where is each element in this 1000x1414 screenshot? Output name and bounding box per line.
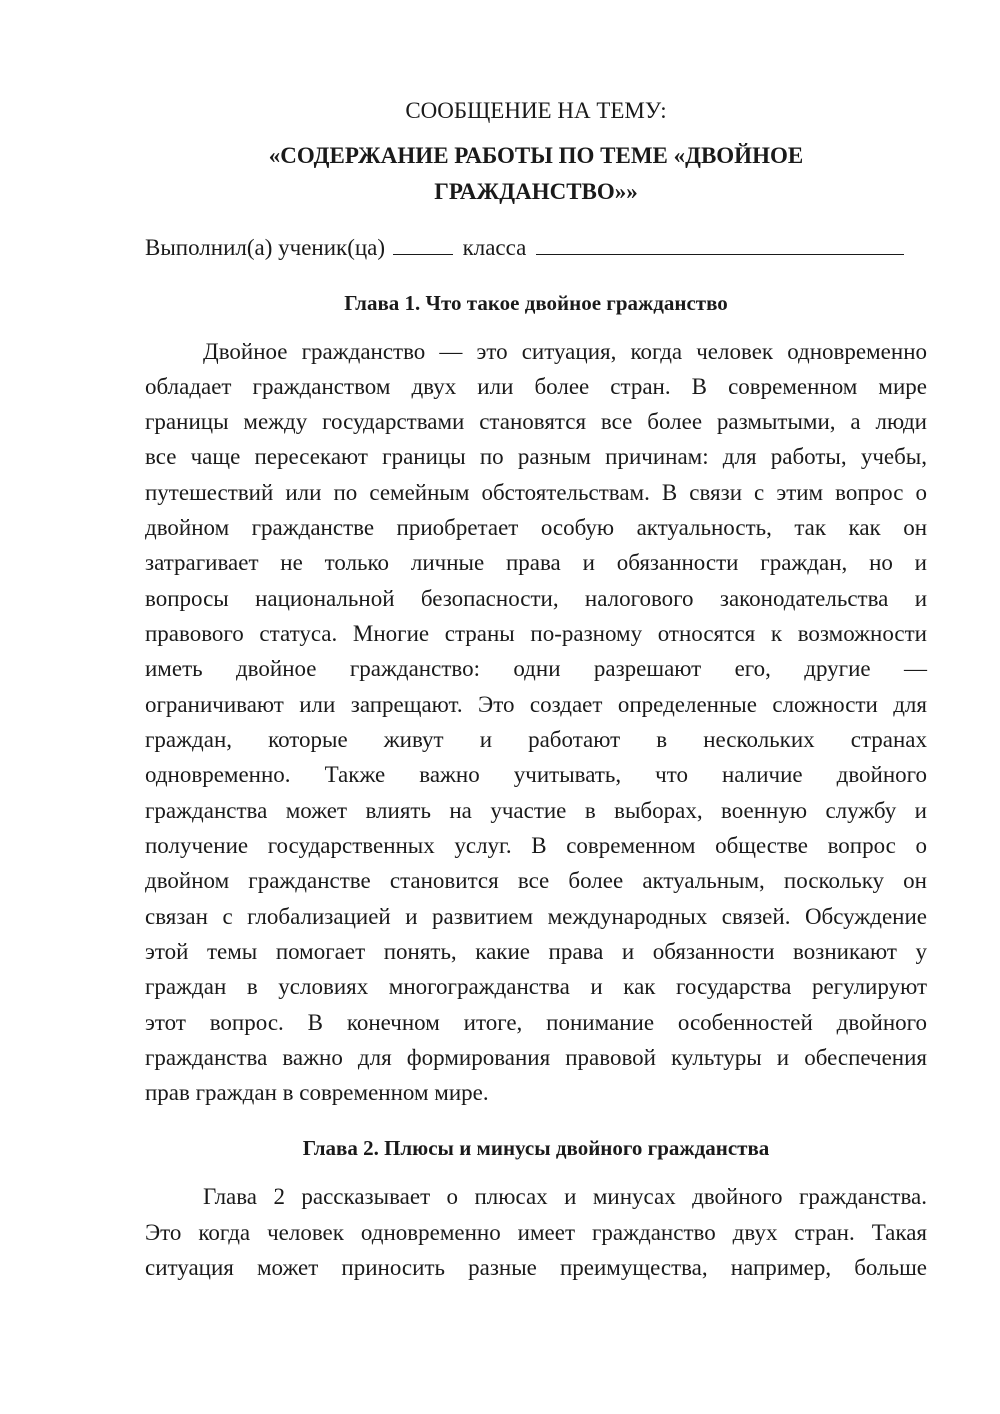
paragraph-line: Глава 2 рассказывает о плюсах и минусах двойного гражданства. bbox=[203, 1184, 927, 1209]
chapter-1-heading: Глава 1. Что такое двойное гражданство bbox=[344, 291, 728, 315]
paragraph-line: все чаще пересекают границы по разным причинам: для работы, учебы, bbox=[145, 444, 927, 469]
paragraph-line: обладает гражданством двух или более стран. В современном мире bbox=[145, 374, 927, 399]
paragraph-line: двойном гражданстве становится все более актуальным, поскольку он bbox=[145, 868, 927, 893]
paragraph-line: граждан, которые живут и работают в нескольких странах bbox=[145, 727, 927, 752]
paragraph-line: гражданства важно для формирования правовой культуры и обеспечения bbox=[145, 1045, 927, 1070]
paragraph-line: одновременно. Также важно учитывать, что наличие двойного bbox=[145, 762, 927, 787]
author-prefix: Выполнил(а) ученик(ца) bbox=[145, 235, 386, 260]
paragraph-line: границы между государствами становятся все более размытыми, а люди bbox=[145, 409, 927, 434]
report-type-label: СООБЩЕНИЕ НА ТЕМУ: bbox=[405, 98, 667, 123]
grade-blank bbox=[393, 232, 453, 255]
paragraph-line: гражданства может влиять на участие в выборах, военную службу и bbox=[145, 798, 927, 823]
author-line bbox=[145, 232, 935, 263]
paragraph-line: этой темы помогает понять, какие права и обязанности возникают у bbox=[145, 939, 927, 964]
paragraph-line: вопросы национальной безопасности, налогового законодательства и bbox=[145, 586, 927, 611]
paragraph-line: этот вопрос. В конечном итоге, понимание особенностей двойного bbox=[145, 1010, 927, 1035]
report-title-line-1: «СОДЕРЖАНИЕ РАБОТЫ ПО ТЕМЕ «ДВОЙНОЕ bbox=[268, 143, 804, 168]
paragraph-line: иметь двойное гражданство: одни разрешают его, другие — bbox=[145, 656, 927, 681]
paragraph-line: ситуация может приносить разные преимущества, например, больше bbox=[145, 1255, 927, 1280]
paragraph-line: связан с глобализацией и развитием международных связей. Обсуждение bbox=[145, 904, 927, 929]
paragraph-line: граждан в условиях многогражданства и как государства регулируют bbox=[145, 974, 927, 999]
paragraph-line: правового статуса. Многие страны по-разному относятся к возможности bbox=[145, 621, 927, 646]
name-blank bbox=[536, 232, 904, 255]
paragraph-line: Двойное гражданство — это ситуация, когда человек одновременно bbox=[203, 339, 927, 364]
paragraph-line: ограничивают или запрещают. Это создает определенные сложности для bbox=[145, 692, 927, 717]
paragraph-line: затрагивает не только личные права и обязанности граждан, но и bbox=[145, 550, 927, 575]
paragraph-line: прав граждан в современном мире. bbox=[145, 1080, 489, 1105]
paragraph-line: двойном гражданстве приобретает особую актуальность, так как он bbox=[145, 515, 927, 540]
report-title-line-2: ГРАЖДАНСТВО»» bbox=[434, 179, 638, 204]
class-label: класса bbox=[462, 235, 527, 260]
paragraph-line: путешествий или по семейным обстоятельствам. В связи с этим вопрос о bbox=[145, 480, 927, 505]
paragraph-line: получение государственных услуг. В современном обществе вопрос о bbox=[145, 833, 927, 858]
chapter-2-heading: Глава 2. Плюсы и минусы двойного гражданства bbox=[302, 1136, 770, 1160]
paragraph-line: Это когда человек одновременно имеет гражданство двух стран. Такая bbox=[145, 1220, 927, 1245]
